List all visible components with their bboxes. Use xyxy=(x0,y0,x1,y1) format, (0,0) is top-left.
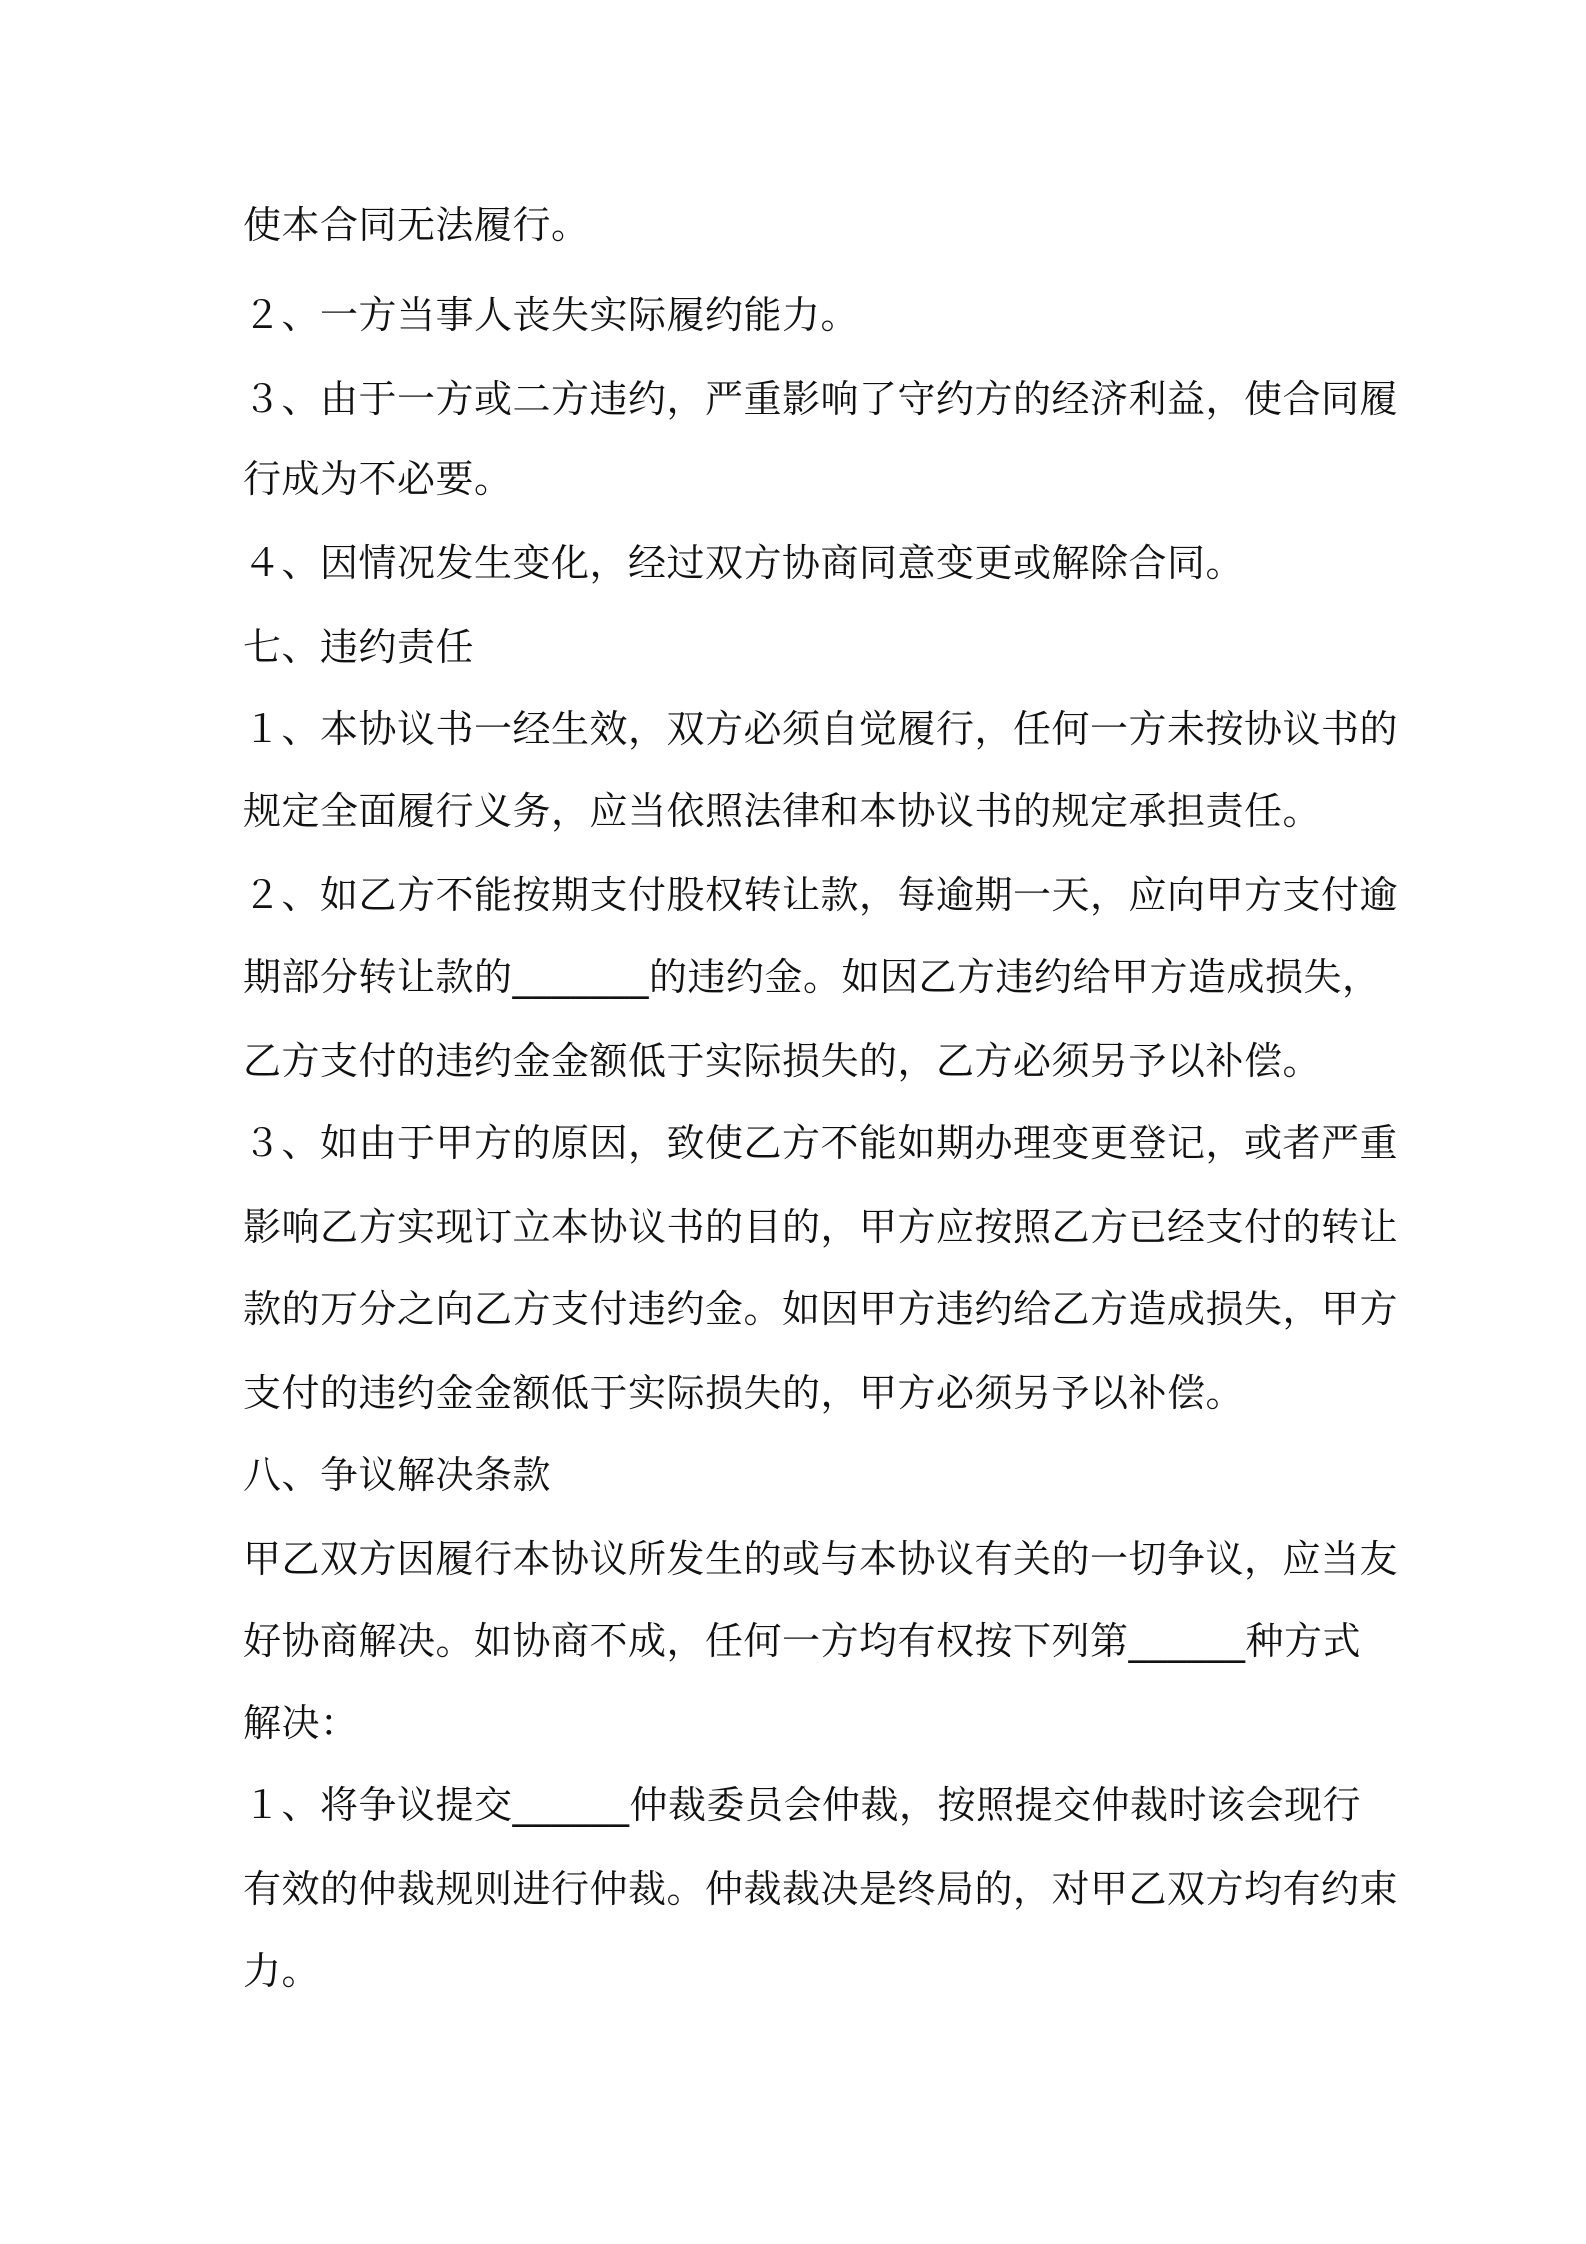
text-line: 规定全面履行义务，应当依照法律和本协议书的规定承担责任。 xyxy=(243,789,1322,833)
text-line: 力。 xyxy=(243,1949,321,1993)
text-line: 有效的仲裁规则进行仲裁。仲裁裁决是终局的，对甲乙双方均有约束 xyxy=(243,1867,1399,1911)
text-line: ３、由于一方或二方违约，严重影响了守约方的经济利益，使合同履 xyxy=(243,377,1399,421)
text-line: ４、因情况发生变化，经过双方协商同意变更或解除合同。 xyxy=(243,541,1245,585)
text-line: 行成为不必要。 xyxy=(243,457,513,501)
text-line: １、将争议提交______仲裁委员会仲裁，按照提交仲裁时该会现行 xyxy=(243,1783,1362,1827)
text-line: 甲乙双方因履行本协议所发生的或与本协议有关的一切争议，应当友 xyxy=(243,1537,1399,1581)
text-line: 解决： xyxy=(243,1701,359,1745)
text-line: 期部分转让款的_______的违约金。如因乙方违约给甲方造成损失， xyxy=(243,955,1381,999)
text-line: 影响乙方实现订立本协议书的目的，甲方应按照乙方已经支付的转让 xyxy=(243,1205,1399,1249)
text-line: ２、一方当事人丧失实际履约能力。 xyxy=(243,293,860,337)
text-line: 使本合同无法履行。 xyxy=(243,203,590,247)
text-line: ３、如由于甲方的原因，致使乙方不能如期办理变更登记，或者严重 xyxy=(243,1121,1399,1165)
text-line: 好协商解决。如协商不成，任何一方均有权按下列第______种方式 xyxy=(243,1619,1362,1663)
text-line: １、本协议书一经生效，双方必须自觉履行，任何一方未按协议书的 xyxy=(243,707,1399,751)
section-heading: 八、争议解决条款 xyxy=(243,1453,552,1497)
text-line: 乙方支付的违约金金额低于实际损失的，乙方必须另予以补偿。 xyxy=(243,1039,1322,1083)
text-line: ２、如乙方不能按期支付股权转让款，每逾期一天，应向甲方支付逾 xyxy=(243,873,1399,917)
text-line: 支付的违约金金额低于实际损失的，甲方必须另予以补偿。 xyxy=(243,1371,1245,1415)
section-heading: 七、违约责任 xyxy=(243,625,475,669)
text-line: 款的万分之向乙方支付违约金。如因甲方违约给乙方造成损失，甲方 xyxy=(243,1287,1399,1331)
